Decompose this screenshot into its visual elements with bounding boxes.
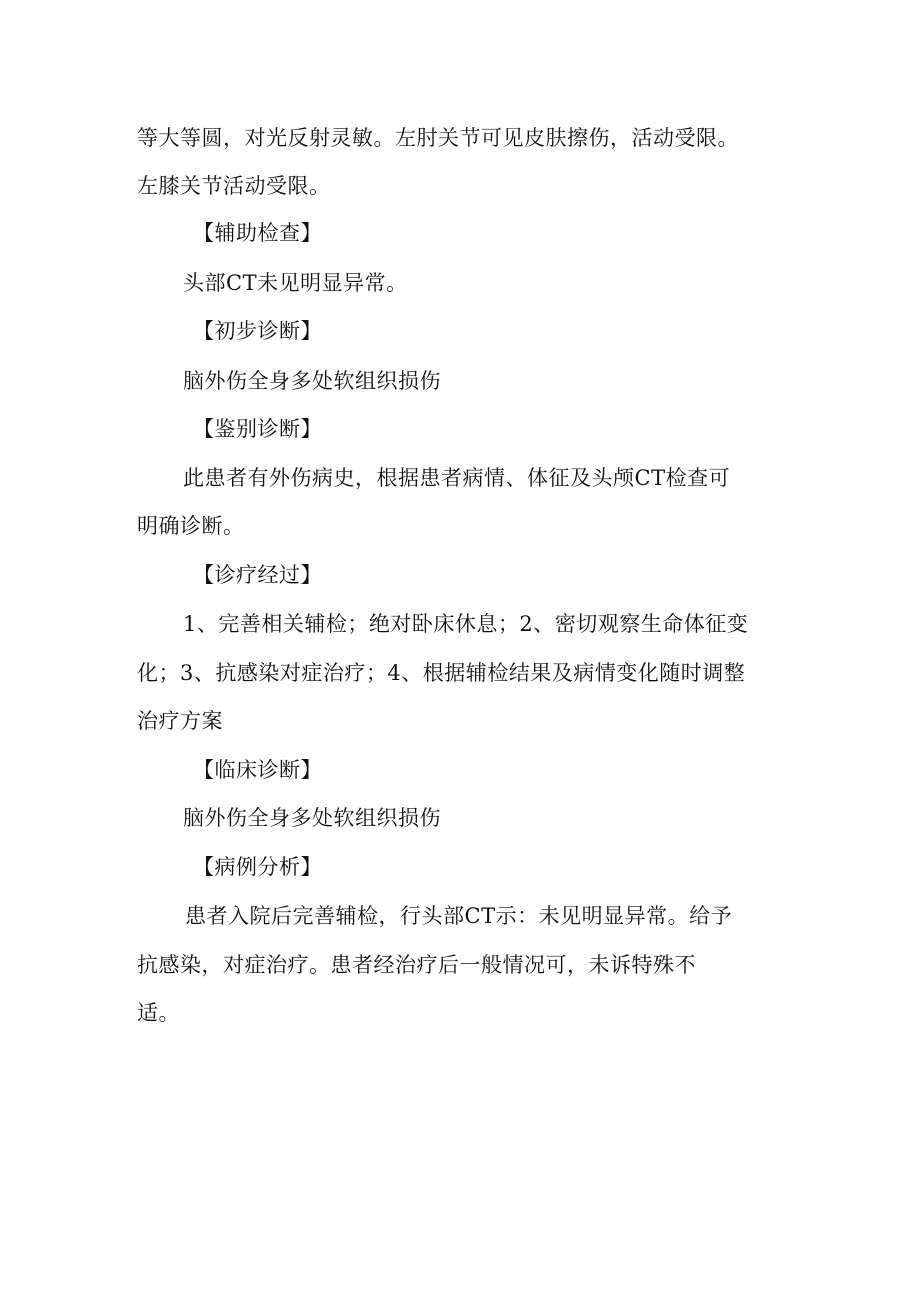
body-text-line: 脑外伤全身多处软组织损伤 <box>183 806 441 830</box>
body-text-line: 患者入院后完善辅检，行头部CT示：未见明显异常。给予 <box>185 904 733 928</box>
section-heading-case-analysis: 【病例分析】 <box>193 855 322 879</box>
body-text-line: 此患者有外伤病史，根据患者病情、体征及头颅CT检查可 <box>183 466 731 490</box>
body-text-line: 治疗方案 <box>137 709 223 733</box>
body-text-line: 等大等圆，对光反射灵敏。左肘关节可见皮肤擦伤，活动受限。 <box>137 126 739 150</box>
section-heading-differential-diagnosis: 【鉴别诊断】 <box>193 417 322 441</box>
section-heading-preliminary-diagnosis: 【初步诊断】 <box>193 319 322 343</box>
body-text-line: 抗感染，对症治疗。患者经治疗后一般情况可，未诉特殊不 <box>137 953 696 977</box>
body-text-line: 明确诊断。 <box>137 514 245 538</box>
body-text-line: 脑外伤全身多处软组织损伤 <box>183 369 441 393</box>
section-heading-clinical-diagnosis: 【临床诊断】 <box>193 758 322 782</box>
section-heading-treatment-course: 【诊疗经过】 <box>193 563 322 587</box>
body-text-line: 化；3、抗感染对症治疗；4、根据辅检结果及病情变化随时调整 <box>137 661 746 685</box>
body-text-line: 头部CT未见明显异常。 <box>183 271 408 295</box>
section-heading-auxiliary-exam: 【辅助检查】 <box>193 221 322 245</box>
body-text-line: 适。 <box>137 1001 180 1025</box>
body-text-line: 左膝关节活动受限。 <box>137 174 331 198</box>
body-text-line: 1、完善相关辅检；绝对卧床休息；2、密切观察生命体征变 <box>183 612 749 636</box>
